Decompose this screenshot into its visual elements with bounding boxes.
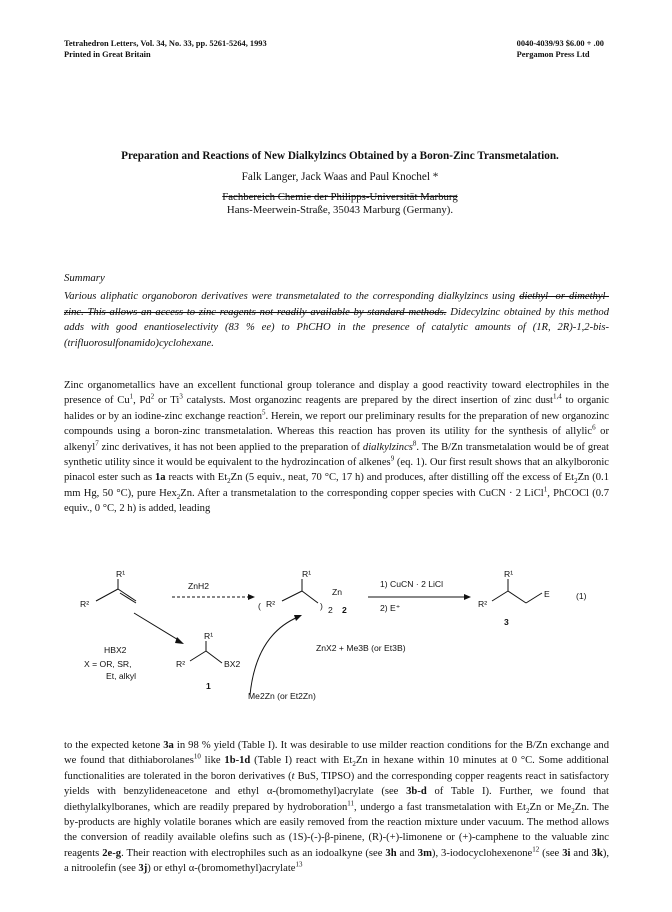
compound-number: 3j: [138, 863, 148, 875]
compound-number: 3k: [591, 847, 603, 859]
compound-number: 1a: [154, 472, 166, 484]
step-2-label: 2) E⁺: [380, 603, 401, 613]
text-run: reacts with Et: [165, 472, 228, 484]
summary-sentence: Various aliphatic organoboron derivatives were transmetalated to the corresponding dialkylzincs using: [64, 291, 516, 302]
text-run: of Table I). Further, we found that diethylalkylboranes, which are readily prepared by hydroboration: [64, 786, 609, 813]
compound-number: 1b-1d: [224, 755, 251, 767]
price-line: 0040-4039/93 $6.00 + .00: [516, 39, 604, 48]
electrophile-label: E: [544, 589, 550, 599]
summary-heading: Summary: [64, 272, 105, 284]
text-run: Zinc organometallics have an excellent functional group tolerance and display a good reactivity toward electrophiles in the presence of Cu: [64, 380, 609, 407]
bond: [302, 591, 318, 603]
compound-number-1: 1: [206, 681, 211, 691]
text-run: Zn or Me: [529, 801, 572, 813]
reference-marker: 1: [129, 392, 134, 401]
compound-number: 3b-d: [406, 786, 427, 798]
x-definition: Et, alkyl: [106, 671, 137, 681]
compound-number: 3a: [163, 740, 174, 751]
r1-label: R¹: [504, 569, 514, 579]
text-run: (see: [539, 847, 563, 859]
arrowhead: [464, 594, 471, 600]
reference-marker: 11: [347, 799, 355, 808]
text-run: Zn. After a transmetalation to the corresponding copper species with CuCN · 2 LiCl: [180, 487, 544, 499]
subscript-2: 2: [328, 605, 333, 615]
bond: [282, 591, 302, 601]
arrowhead: [294, 615, 302, 621]
hbx2-label: HBX2: [104, 645, 127, 655]
compound-number-2: 2: [342, 605, 347, 615]
reference-marker: 9: [390, 454, 395, 463]
reference-marker: 3: [179, 392, 183, 401]
reference-marker: 8: [412, 439, 417, 448]
text-run: zinc derivatives, it has not been applied to the preparation of: [98, 441, 363, 453]
r1-label: R¹: [204, 631, 214, 641]
reference-marker: 5: [262, 408, 266, 417]
text-run: , Pd: [133, 395, 151, 407]
text-run: BuS, TIPSO) and the corresponding copper reagents react in satisfactory yields with benzylideneacetone and ethyl α-(bromomethyl)acrylate (see: [64, 770, 609, 798]
subscript: 2: [352, 760, 356, 769]
znh2-label: ZnH2: [188, 581, 210, 591]
r2-label: R²: [266, 599, 276, 609]
r2-label: R²: [478, 599, 488, 609]
bond: [96, 589, 118, 601]
compound-number: 3m: [417, 847, 432, 859]
text-run: . Their reaction with electrophiles such as an iodoalkyne (see: [121, 847, 386, 859]
bond: [492, 591, 508, 601]
summary-paragraph: [64, 289, 609, 351]
byproducts-label: ZnX2 + Me3B (or Et3B): [316, 643, 406, 653]
text-run: (eq. 1). Our first result shows that an alkylboronic pinacol ester such as: [64, 457, 610, 484]
text-run: ), 3-iodocyclohexenone: [431, 847, 533, 859]
subscript: 2: [176, 492, 181, 501]
bond: [508, 591, 526, 603]
compound-number: 3i: [562, 847, 571, 859]
text-run: or alkenyl: [64, 426, 609, 453]
paper-title: Preparation and Reactions of New Dialkylzincs Obtained by a Boron-Zinc Transmetalation.: [121, 150, 559, 162]
transmetalation-arrow: [250, 617, 298, 695]
step-1-label: 1) CuCN · 2 LiCl: [380, 579, 444, 589]
r1-label: R¹: [116, 569, 126, 579]
text-run: ) or ethyl α-(bromomethyl)acrylate: [147, 863, 296, 875]
reaction-scheme: [80, 565, 620, 725]
zn-label: Zn: [332, 587, 343, 597]
hydroboration-arrow: [134, 613, 180, 641]
diorganozinc-reagent: Me2Zn (or Et2Zn): [248, 691, 316, 701]
body-paragraph-2: [64, 738, 609, 877]
reference-marker: 1: [543, 485, 548, 494]
summary-sentence: of catalytic amounts of (1R, 2R)-1,2-bis-(trifluorosulfonamido)cyclohexane.: [64, 322, 609, 349]
equation-number: (1): [576, 591, 587, 601]
summary-sentence: Didecylzinc obtained by this method adds with good enantioselectivity (83 % ee) to PhCHO in the presence: [64, 306, 609, 333]
reference-marker: 12: [532, 845, 540, 854]
citation-line: Tetrahedron Letters, Vol. 34, No. 33, pp. 5261-5264, 1993: [64, 39, 267, 48]
text-run: like: [200, 755, 225, 767]
text-run: Zn in hexane within 10 minutes at 0 °C. Some additional functionalities are tolerated in the boron derivatives (: [64, 755, 609, 782]
text-run: or Ti: [154, 395, 180, 407]
arrowhead: [248, 594, 255, 600]
compound-number: 3h: [385, 847, 397, 859]
compound-number: 2e-g: [102, 847, 122, 859]
affiliation-department: Fachbereich Chemie der Philipps-Universität Marburg: [222, 191, 458, 203]
text-run: to the expected ketone: [64, 740, 164, 751]
journal-citation: [64, 38, 267, 60]
italic-term: t: [291, 770, 295, 782]
body-paragraph-1: [64, 378, 609, 517]
text-run: , PhCOCl (0.7 equiv., 0 °C, 2 h) is added, leading: [64, 487, 609, 515]
text-run: Zn. The by-products are highly volatile boranes which are easily removed from the reaction mixture under vacuum. The method allows the conversion of readily available olefins such as (1S)-(-)-β-pinene, (R)-(+)-limonene or (+)-camphene to the valuable zinc reagents: [64, 801, 609, 859]
text-run: Zn (0.1 mm Hg, 50 °C), pure Hex: [64, 472, 610, 499]
bx2-label: BX2: [224, 659, 241, 669]
reference-marker: 7: [95, 439, 99, 448]
text-run: and: [396, 847, 418, 859]
open-paren: (: [258, 601, 261, 611]
double-bond: [118, 589, 136, 601]
italic-term: dialkylzincs: [362, 441, 413, 453]
authors: Falk Langer, Jack Waas and Paul Knochel *: [241, 171, 439, 183]
arrowhead: [175, 637, 184, 644]
text-run: , undergo a fast transmetalation with Et: [354, 801, 526, 813]
close-paren: ): [320, 601, 323, 611]
bond: [190, 651, 206, 661]
text-run: . The B/Zn transmetalation would be of great synthetic utility since it would be equivalent to the hydrozincation of alkenes: [64, 441, 609, 469]
r2-label: R²: [80, 599, 90, 609]
r1-label: R¹: [302, 569, 312, 579]
subscript: 2: [227, 477, 231, 486]
affiliation-address: Hans-Meerwein-Straße, 35043 Marburg (Germany).: [226, 204, 454, 216]
reference-marker: 6: [592, 423, 596, 432]
r2-label: R²: [176, 659, 186, 669]
reference-marker: 10: [193, 752, 201, 761]
compound-number-3: 3: [504, 617, 509, 627]
text-run: Zn (5 equiv., neat, 70 °C, 17 h) and produces, after distilling off the excess of Et: [230, 472, 575, 484]
subscript: 2: [571, 806, 575, 815]
text-run: catalysts. Most organozinc reagents are prepared by the direct insertion of zinc dust: [182, 395, 553, 407]
bond: [206, 651, 222, 663]
reference-marker: 13: [295, 860, 303, 869]
text-run: in 98 % yield (Table I). It was desirable to use milder reaction conditions for the B/Zn exchange and we found that dithiaborolanes: [64, 740, 609, 767]
printed-in-line: Printed in Great Britain: [64, 50, 151, 59]
publisher-line: Pergamon Press Ltd: [516, 50, 590, 59]
bond: [526, 593, 542, 603]
double-bond: [120, 593, 136, 603]
text-run: (Table I) react with Et: [250, 755, 353, 767]
x-definition: X = OR, SR,: [84, 659, 132, 669]
text-run: . Herein, we report our preliminary results for the preparation of new organozinc compounds using a boron-zinc transmetalation. Whereas this reaction has proven its utility for the synthesis of allylic: [64, 410, 610, 438]
reference-marker: 1,4: [553, 392, 562, 401]
subscript: 2: [574, 477, 578, 486]
text-run: ), a nitroolefin (see: [64, 847, 610, 875]
text-run: and: [570, 847, 592, 859]
reference-marker: 2: [150, 392, 155, 401]
subscript: 2: [525, 806, 530, 815]
publisher-info: [517, 38, 604, 60]
text-run: to organic halides or by an iodine-zinc exchange reaction: [64, 395, 609, 422]
summary-sentence: diethyl- or dimethyl-zinc. This allows an access to zinc reagents not readily available by standard methods.: [64, 291, 610, 318]
